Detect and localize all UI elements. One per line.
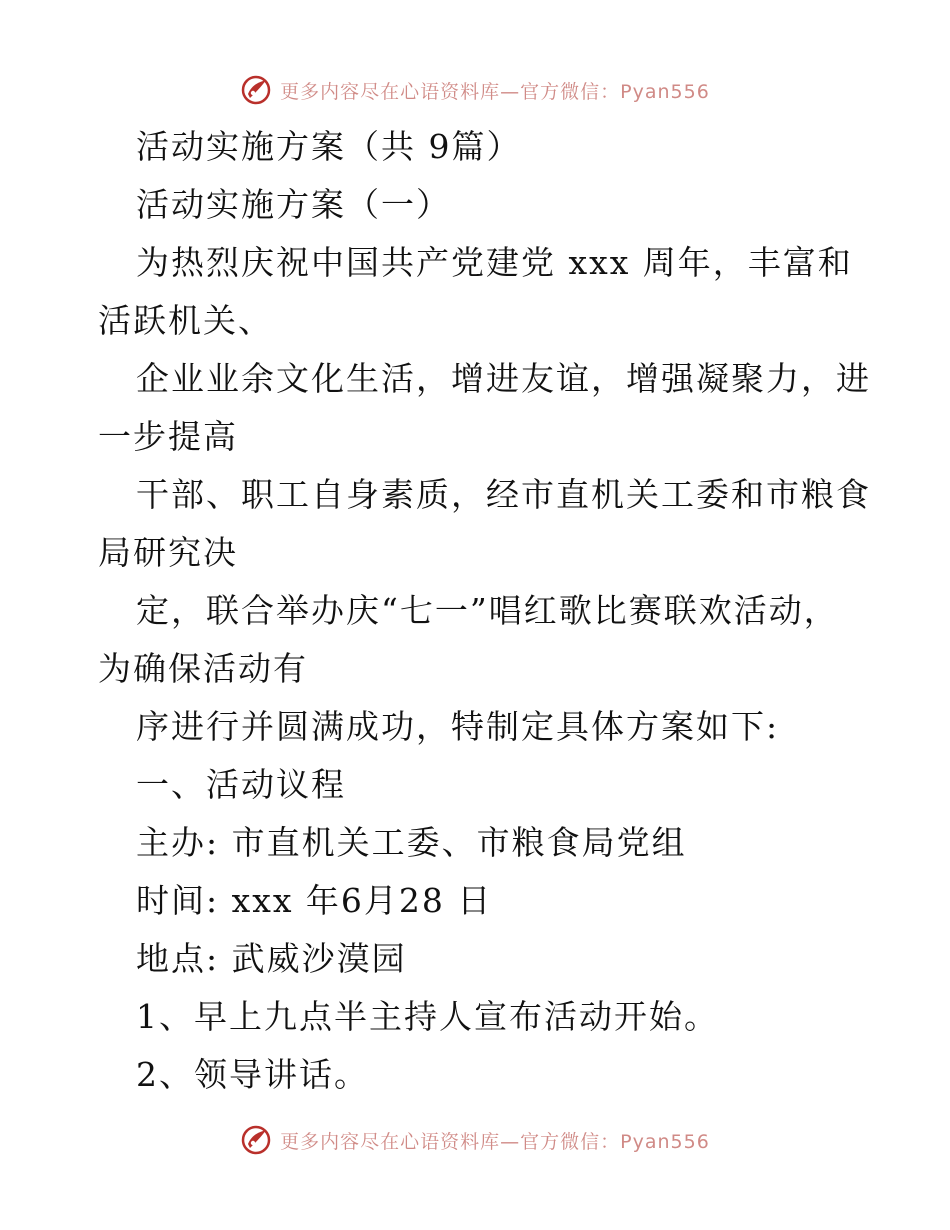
footer-watermark-banner [0, 1120, 950, 1160]
paragraph-line: 一步提高 [98, 417, 238, 456]
brand-logo-icon [240, 1124, 272, 1156]
organizer-line: 主办: 市直机关工委、市粮食局党组 [136, 823, 687, 862]
location-line: 地点: 武威沙漠园 [136, 939, 407, 978]
paragraph-line: 为热烈庆祝中国共产党建党 xxx 周年，丰富和 [136, 243, 853, 282]
paragraph-line: 企业业余文化生活，增进友谊，增强凝聚力，进 [136, 359, 871, 398]
paragraph-line: 干部、职工自身素质，经市直机关工委和市粮食 [136, 475, 871, 514]
document-title: 活动实施方案（共 9篇） [136, 127, 522, 166]
brand-logo-icon [240, 74, 272, 106]
paragraph-line: 为确保活动有 [98, 649, 308, 688]
paragraph-line: 定，联合举办庆“七一”唱红歌比赛联欢活动， [136, 591, 839, 630]
agenda-item: 2、领导讲话。 [136, 1055, 369, 1094]
section-title: 活动实施方案（一） [136, 185, 451, 224]
paragraph-line: 局研究决 [98, 533, 238, 572]
header-watermark-text: 更多内容尽在心语资料库—官方微信：Pyan556 [280, 80, 710, 103]
agenda-item: 1、早上九点半主持人宣布活动开始。 [136, 997, 719, 1036]
section-heading: 一、活动议程 [136, 765, 346, 804]
footer-watermark-text: 更多内容尽在心语资料库—官方微信：Pyan556 [280, 1130, 710, 1153]
document-body [98, 118, 871, 1104]
time-line: 时间: xxx 年6月28 日 [136, 881, 493, 920]
paragraph-line: 序进行并圆满成功，特制定具体方案如下: [136, 707, 780, 746]
paragraph-line: 活跃机关、 [98, 301, 273, 340]
header-watermark-banner [0, 70, 950, 110]
